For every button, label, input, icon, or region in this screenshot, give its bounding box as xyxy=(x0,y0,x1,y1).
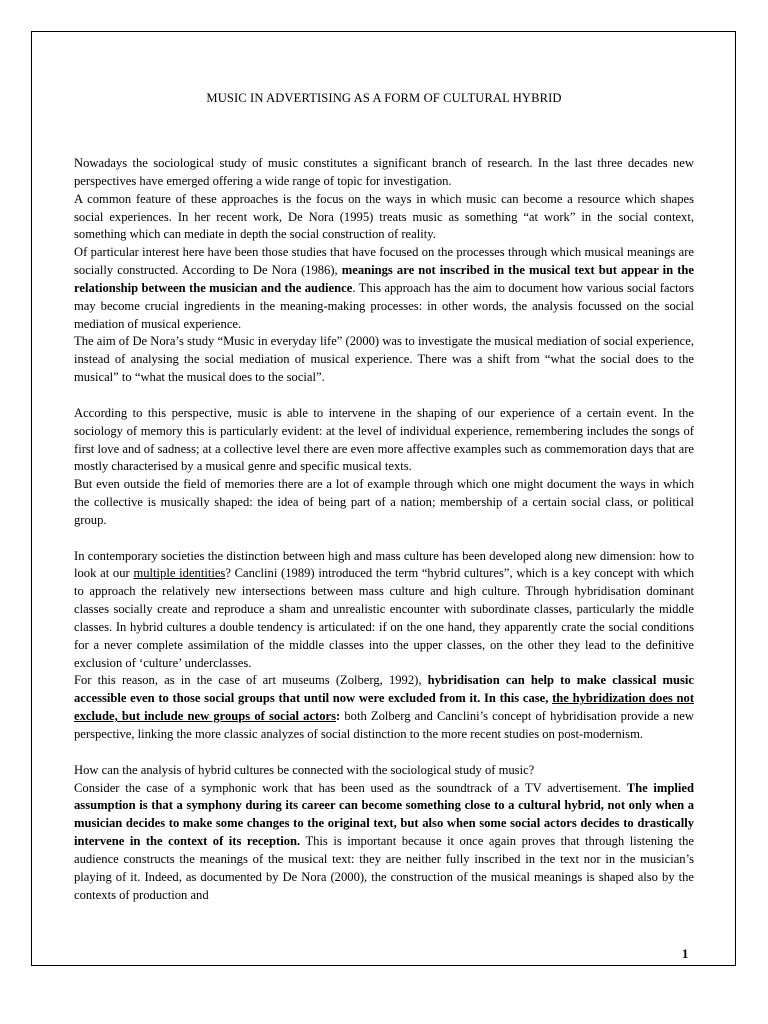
paragraph-7-underlined: multiple identities xyxy=(133,566,226,581)
paragraph-10 xyxy=(74,780,694,905)
paragraph-3-text-c: . This approach has the aim to document how various social factors may become crucial ingredients in the meaning-making processes: in other words, the analysis focussed on the social mediation of musical experience. xyxy=(74,280,694,331)
paragraph-8-text-a: For this reason, as in the case of art museums (Zolberg, 1992), xyxy=(74,673,428,688)
paragraph-8-text-e: both Zolberg and Canclini’s concept of hybridisation provide a new perspective, linking the more classic analyzes of social distinction to the more recent studies on post-modernism. xyxy=(74,709,694,741)
paragraph-3 xyxy=(74,244,694,333)
paragraph-7 xyxy=(74,548,694,673)
paragraph-2: A common feature of these approaches is the focus on the ways in which music can become a resource which shapes social experiences. In her recent work, De Nora (1995) treats music as something “at work” in the social context, something which can mediate in depth the social construction of reality. xyxy=(74,191,694,242)
paragraph-8-colon: : xyxy=(336,709,341,724)
paragraph-1: Nowadays the sociological study of music constitutes a significant branch of research. In the last three decades new perspectives have emerged offering a wide range of topic for investigation. xyxy=(74,156,694,188)
paragraph-4: The aim of De Nora’s study “Music in everyday life” (2000) was to investigate the musical mediation of social experience, instead of analysing the social mediation of musical experience. There was a shift from “what the social does to the musical” to “what the musical does to the social”. xyxy=(74,334,694,385)
page-number: 1 xyxy=(682,947,689,961)
paragraph-7-text-a: In contemporary societies the distinction between high and mass culture has been developed along new dimension: how to look at our xyxy=(74,548,694,581)
paragraph-8-bold-underlined: the hybridization does not exclude, but include new groups of social actors xyxy=(74,691,695,724)
document-body xyxy=(74,155,694,904)
paragraph-5: According to this perspective, music is able to intervene in the shaping of our experience of a certain event. In the sociology of memory this is particularly evident: at the level of individual experience, remembering includes the songs of first love and of sadness; at a collective level there are even more affective examples such as commemoration days that are mostly characterised by a musical genre and specific musical texts. xyxy=(74,405,694,474)
paragraph-10-bold: The implied assumption is that a symphony during its career can become something close to a cultural hybrid, not only when a musician decides to make some changes to the original text, but also when some social actors decides to drastically intervene in the context of its reception. xyxy=(74,780,694,849)
paragraph-10-text-c: This is important because it once again proves that through listening the audience constructs the meanings of the musical text: they are neither fully inscribed in the text nor in the musician’s playing of it. Indeed, as documented by De Nora (2000), the construction of the musical meanings is shaped also by the contexts of production and xyxy=(74,834,694,902)
paragraph-3-bold: meanings are not inscribed in the musical text but appear in the relationship between the musician and the audience xyxy=(74,263,694,295)
paragraph-8 xyxy=(74,672,694,743)
paragraph-10-text-a: Consider the case of a symphonic work that has been used as the soundtrack of a TV advertisement. xyxy=(74,780,627,795)
paragraph-6: But even outside the field of memories there are a lot of example through which one might document the ways in which the collective is musically shaped: the idea of being part of a nation; membership of a certain social class, or political group. xyxy=(74,477,694,527)
paragraph-8-bold: hybridisation can help to make classical music accessible even to those social groups that until now were excluded from it. In this case, xyxy=(74,673,694,706)
paragraph-3-text-a: Of particular interest here have been those studies that have focused on the processes through which musical meanings are socially constructed. According to De Nora (1986), xyxy=(74,245,694,278)
paragraph-9: How can the analysis of hybrid cultures be connected with the sociological study of music? xyxy=(74,762,535,777)
document-title: MUSIC IN ADVERTISING AS A FORM OF CULTURAL HYBRID xyxy=(206,91,562,105)
paragraph-7-text-c: ? Canclini (1989) introduced the term “hybrid cultures”, which is a key concept with which to approach the relatively new intersections between mass culture and high culture. Through hybridisation dominant classes socially create and reproduce a sham and unrealistic encounter with subordinate classes, particularly the middle classes. In hybrid cultures a double tendency is articulated: if on the one hand, they apparently crate the social conditions for a never complete assimilation of the middle classes into the upper classes, on the other they lead to the definitive exclusion of ‘culture’ underclasses. xyxy=(74,566,694,670)
